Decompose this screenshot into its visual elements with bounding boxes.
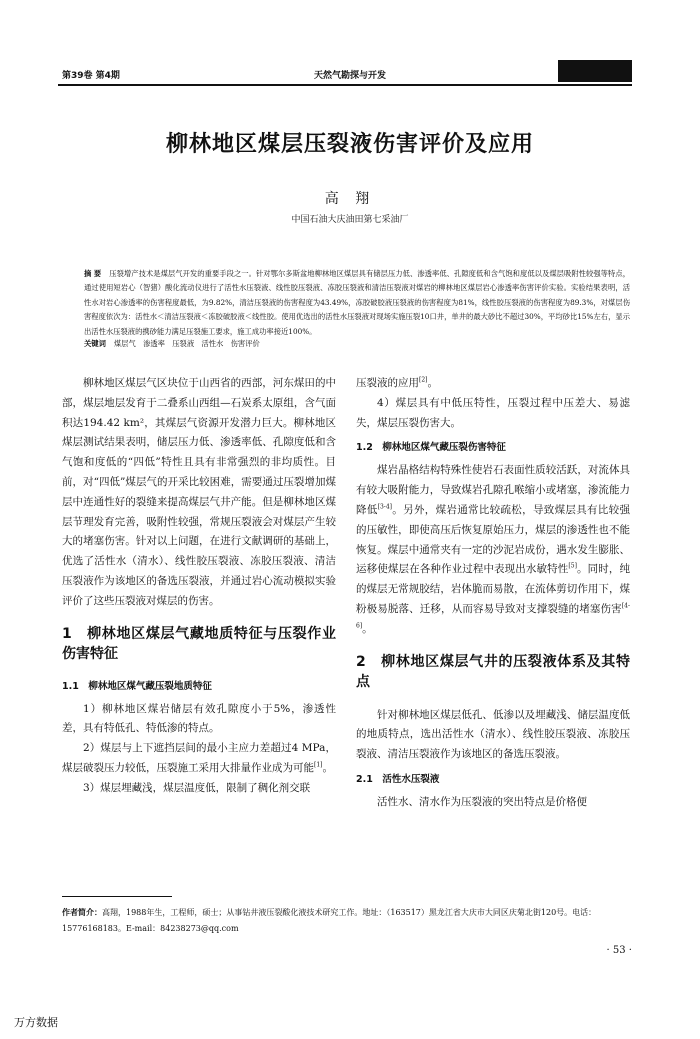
keywords-text: 煤层气 渗透率 压裂液 活性水 伤害评价 — [113, 339, 260, 348]
paragraph: 1）柳林地区煤岩储层有效孔隙度小于5%，渗透性差，具有特低孔、特低渗的特点。 — [62, 702, 336, 735]
abstract — [84, 267, 630, 339]
page-number: · 53 · — [606, 945, 632, 956]
paragraph: 3）煤层埋藏浅，煤层温度低，限制了稠化剂交联 — [83, 781, 311, 794]
citation: [1] — [314, 761, 323, 769]
paragraph-text: 。另外，煤岩通常比较疏松，导致煤层具有比较强的压敏性，即使高压后恢复原始压力，煤层的渗透性也不能恢复。煤层中通常夹有一定的沙泥岩成份，遇水发生膨胀、运移使煤层在各种作业过程中表现出水敏特性 — [356, 503, 631, 576]
citation: [5] — [568, 562, 577, 570]
section-heading: 2 柳林地区煤层气井的压裂液体系及其特点 — [356, 653, 630, 690]
author-name: 高 翔 — [324, 191, 376, 207]
issue-label: 第39卷 第4期 — [62, 71, 120, 81]
footnote-label: 作者简介： — [62, 908, 102, 917]
affiliation: 中国石油大庆油田第七采油厂 — [291, 215, 409, 225]
paragraph — [62, 739, 336, 779]
paper-title: 柳林地区煤层压裂液伤害评价及应用 — [165, 132, 534, 157]
right-column — [356, 374, 630, 813]
paragraph: 针对柳林地区煤层低孔、低渗以及埋藏浅、储层温度低的地质特点，选出活性水（清水）、线性胶压裂液、冻胶压裂液、清洁压裂液作为该地区的备选压裂液。 — [356, 708, 630, 761]
header-black-block — [558, 60, 632, 82]
paragraph-text: 。 — [427, 377, 438, 389]
paragraph: 活性水、清水作为压裂液的突出特点是价格便 — [377, 795, 587, 808]
citation: [3-4] — [377, 503, 392, 511]
subsection-heading: 1.2 柳林地区煤气藏压裂伤害特征 — [356, 442, 506, 454]
left-column — [62, 374, 336, 799]
footnote-rule — [62, 896, 172, 897]
paragraph-text: 。 — [322, 761, 333, 774]
keywords-label: 关键词 — [84, 339, 106, 348]
paragraph-text: 。 — [362, 622, 373, 635]
watermark: 万方数据 — [14, 1016, 58, 1029]
paragraph — [356, 374, 630, 394]
paragraph: 柳林地区煤层气区块位于山西省的西部，河东煤田的中部，煤层地层发育于二叠系山西组—石炭系太原组，含气面积达194.42 km²，其煤层气资源开发潜力巨大。柳林地区煤层测试结果表明，储层压力低、渗透率低、孔隙度低和含气饱和度低的“四低”特性且具有非常强烈的非均质性。目前，对“四低”煤层气的开采比较困难，需要通过压裂增加煤层中连通性好的裂缝来提高煤层气井产能。但是柳林地区煤层节理发育完善，吸附性较强，常规压裂液会对煤层产生较大的堵塞伤害。针对以上问题，在进行文献调研的基础上，优选了活性水（清水）、线性胶压裂液、冻胶压裂液、清洁压裂液作为该地区的备选压裂液，并通过岩心流动模拟实验评价了这些压裂液对煤层的伤害。 — [62, 377, 336, 607]
paragraph-text: 压裂液的应用 — [356, 377, 419, 389]
abstract-label: 摘 要 — [84, 269, 102, 278]
paragraph-text: 煤岩晶格结构特殊性使岩石表面性质较活跃，对流体具有较大吸附能力，导致煤岩孔隙孔喉缩小或堵塞，渗流能力降低 — [356, 464, 630, 516]
keywords — [84, 339, 630, 349]
paragraph-text: 2）煤层与上下遮挡层间的最小主应力差超过4 MPa，煤层破裂压力较低，压裂施工采用大排量作业成为可能 — [62, 742, 336, 774]
subsection-heading: 1.1 柳林地区煤气藏压裂地质特征 — [62, 680, 212, 692]
paragraph: 4）煤层具有中低压特性，压裂过程中压差大、易滤失，煤层压裂伤害大。 — [356, 396, 630, 429]
citation: [4-6] — [356, 602, 630, 630]
section-heading: 1 柳林地区煤层气藏地质特征与压裂作业伤害特征 — [62, 625, 336, 662]
paragraph — [356, 461, 630, 639]
footnote-text: 高翔，1988年生，工程师，硕士；从事钻井液压裂酸化液技术研究工作。地址：（163517）黑龙江省大庆市大同区庆菊北街120号。电话：15776168183。E-mail：84238273@qq.com — [62, 908, 597, 933]
citation: [2] — [419, 376, 428, 384]
author-footnote — [62, 905, 632, 937]
header-rule — [58, 84, 632, 86]
subsection-heading: 2.1 活性水压裂液 — [356, 773, 440, 785]
journal-name: 天然气勘探与开发 — [313, 71, 386, 81]
paragraph-text: 。同时，纯的煤层无常规胶结，岩体脆而易散，在流体剪切作用下，煤粉极易脱落、迁移，从而容易导致对支撑裂缝的堵塞伤害 — [356, 563, 631, 615]
abstract-text: 压裂增产技术是煤层气开发的重要手段之一。针对鄂尔多斯盆地柳林地区煤层具有储层压力低、渗透率低、孔隙度低和含气饱和度低以及煤层吸附性较强等特点，通过使用短岩心（智猪）酸化流动仪进行了活性水压裂液、线性胶压裂液、冻胶压裂液和清洁压裂液对煤岩的柳林地区煤层岩心渗透率伤害评价实验。实验结果表明，活性水对岩心渗透率的伤害程度最低，为9.82%，清洁压裂液的伤害程度为43.49%，冻胶破胶液压裂液的伤害程度为81%，线性胶压裂液的伤害程度为89.3%，对煤层伤害程度依次为：活性水＜清洁压裂液＜冻胶破胶液＜线性胶。使用优选出的活性水压裂液对现场实施压裂10口井，单井的最大砂比不超过30%，平均砂比15%左右，显示出活性水压裂液的携砂能力满足压裂施工要求，施工成功率接近100%。 — [84, 269, 630, 336]
